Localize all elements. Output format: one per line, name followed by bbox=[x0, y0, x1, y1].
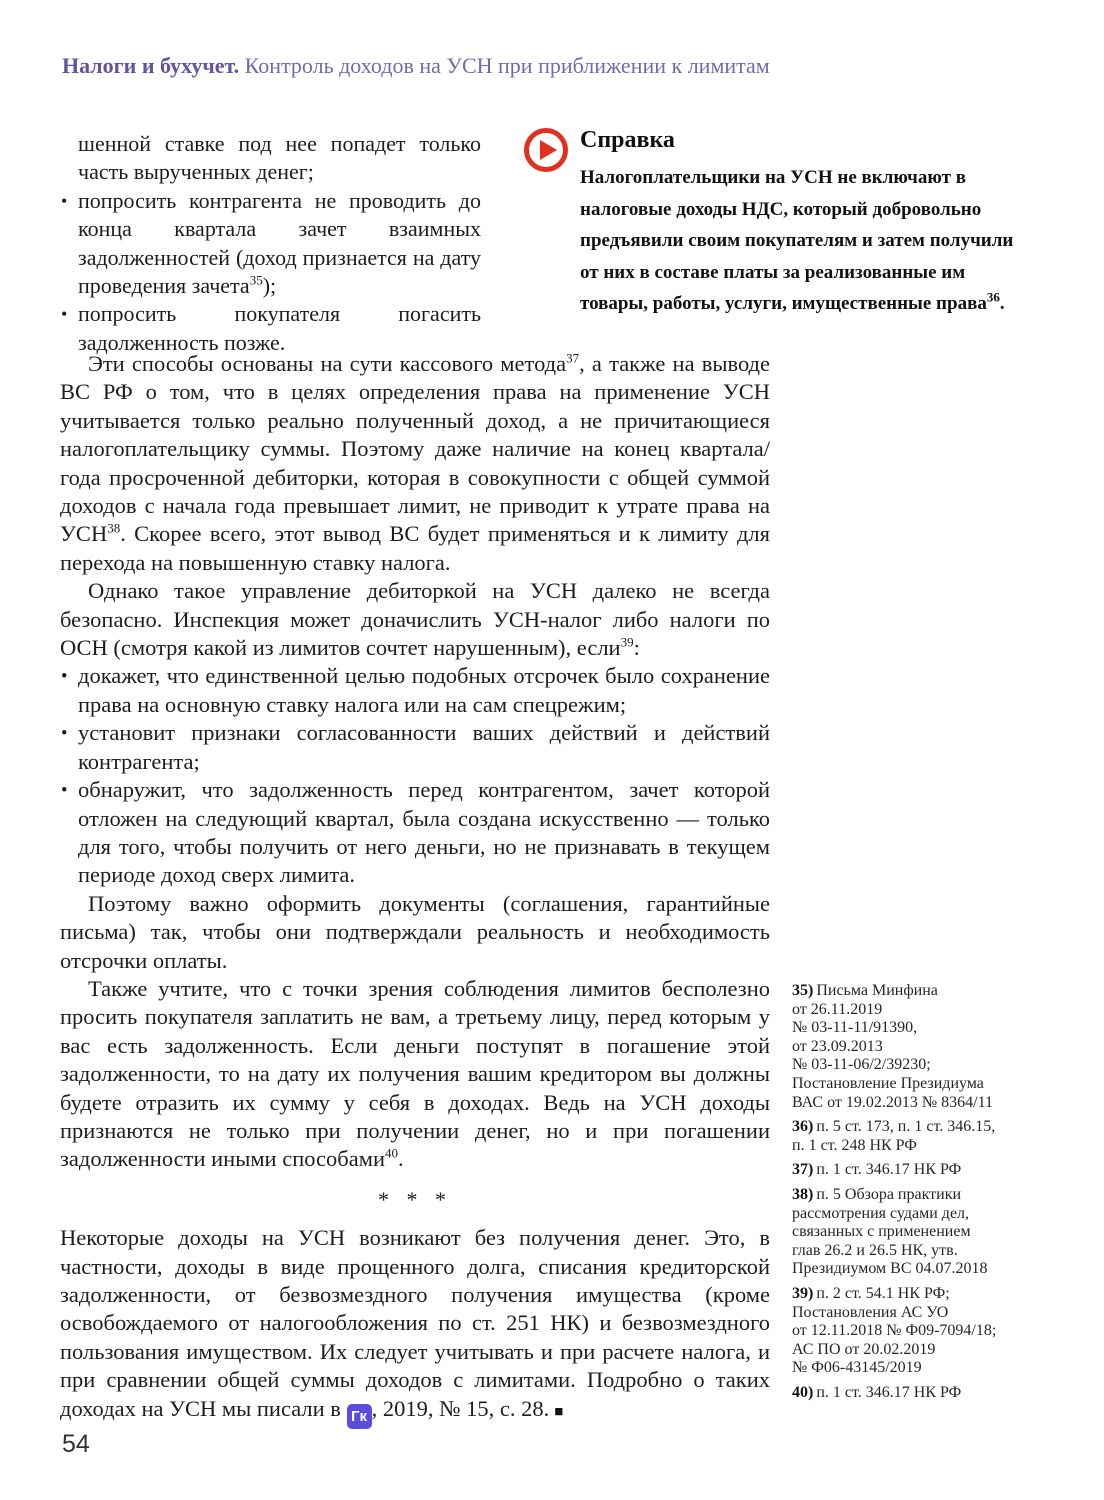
section-separator: * * * bbox=[378, 1186, 452, 1212]
reference-title: Справка bbox=[580, 127, 675, 153]
paragraph: Поэтому важно оформить документы (соглашения, гарантийные письма) так, чтобы они подтверждали реальность и необходимость отсрочки оплаты. bbox=[60, 890, 770, 973]
paragraph: Эти способы основаны на сути кассового метода$^{37}$, а также на выводе ВС РФ о том, что в целях определения права на применение УСН учитывается только реально полученный доход, а не причитающиеся налогоплательщику суммы. Поэтому даже наличие на конец квартала/года просроченной дебиторки, которая в совокупности с общей суммой доходов с начала года превышает лимит, не приводит к утрате права на УСН$^{38}$. Скорее всего, этот вывод ВС будет применяться и к лимиту для перехода на повышенную ставку налога. bbox=[60, 350, 770, 575]
footnote-number: 35) bbox=[792, 982, 814, 999]
footnote-38 bbox=[792, 1186, 1054, 1279]
footnote-text: п. 2 ст. 54.1 НК РФ; Постановления АС УО от 12.11.2018 № Ф09-7094/18; АС ПО от 20.02.2019 № Ф06-43145/2019 bbox=[792, 1284, 997, 1377]
rubric-label: Налоги и бухучет. bbox=[62, 53, 240, 78]
intro-continuation-block bbox=[60, 130, 481, 357]
article-body bbox=[60, 350, 770, 1429]
footnote-text: п. 5 Обзора практики рассмотрения судами дел, связанных с применением глав 26.2 и 26.5 НК, утв. Президиумом ВС 04.07.2018 bbox=[792, 1185, 988, 1278]
footnote-number: 39) bbox=[792, 1284, 814, 1302]
footnote-number: 36) bbox=[792, 1118, 814, 1136]
list-item: • попросить контрагента не проводить до конца квартала зачет взаимных задолженностей (доход признается на дату проведения зачета$^{35}$); bbox=[60, 187, 481, 301]
footnote-ref: 38 bbox=[107, 520, 121, 536]
footnote-ref: 40 bbox=[385, 1145, 399, 1161]
end-of-article-marker: ■ bbox=[554, 1403, 564, 1420]
footnote-number: 37) bbox=[792, 1161, 814, 1179]
footnote-39 bbox=[792, 1285, 1054, 1378]
footnote-ref: 35 bbox=[249, 272, 263, 288]
reference-callout bbox=[524, 126, 1016, 320]
gk-magazine-icon: Гк bbox=[347, 1404, 372, 1429]
paragraph: Также учтите, что с точки зрения соблюдения лимитов бесполезно просить покупателя заплатить не вам, а третьему лицу, перед которым у вас есть задолженность. Если деньги поступят в погашение этой задолженности, то на дату их получения вашим кредитором вы должны будете отразить их сумму у себя в доходах. Ведь на УСН доходы признаются не только при получении денег, но и при погашении задолженности иными способами$^{40}$. bbox=[60, 975, 770, 1172]
footnote-35 bbox=[792, 982, 1054, 1112]
page-header bbox=[62, 52, 1062, 80]
footnote-text: п. 5 ст. 173, п. 1 ст. 346.15, п. 1 ст. 248 НК РФ bbox=[792, 1118, 996, 1154]
list-item: • докажет, что единственной целью подобных отсрочек было сохранение права на основную ставку налога или на сам спецрежим; bbox=[60, 662, 770, 719]
footnote-40 bbox=[792, 1384, 1054, 1403]
list-item: • обнаружит, что задолженность перед контрагентом, зачет которой отложен на следующий квартал, была создана искусственно — только для того, чтобы получить от него деньги, но не признавать в текущем периоде доход сверх лимита. bbox=[60, 776, 770, 890]
footnote-text: Письма Минфина от 26.11.2019 № 03-11-11/91390, от 23.09.2013 № 03-11-06/2/39230; Постановление Президиума ВАС от 19.02.2013 № 8364/11 bbox=[792, 982, 993, 1111]
footnote-number: 38) bbox=[792, 1185, 814, 1203]
list-item: • установит признаки согласованности ваших действий и действий контрагента; bbox=[60, 719, 770, 776]
footnotes-column bbox=[792, 982, 1054, 1408]
reference-body: Налогоплательщики на УСН не включают в налоговые доходы НДС, который добровольно предъявили своим покупателям и затем получили от них в составе платы за реализованные им товары, работы, услуги, имущественные права$^{36}$. bbox=[580, 167, 1014, 314]
play-circle-icon bbox=[524, 128, 568, 172]
paragraph: Некоторые доходы на УСН возникают без получения денег. Это, в частности, доходы в виде прощенного долга, списания кредиторской задолженности, от безвозмездного получения имущества (кроме освобождаемого от налогообложения по ст. 251 НК) и безвозмездного пользования имуществом. Их следует учитывать и при расчете налога, и при сравнении общей суммы доходов с лимитами. Подробно о таких доходах на УСН мы писали в Гк , 2019, № 15, с. 28. ■ bbox=[60, 1224, 770, 1428]
footnote-36 bbox=[792, 1118, 1054, 1155]
footnote-37 bbox=[792, 1161, 1054, 1180]
play-triangle-icon bbox=[540, 140, 557, 160]
article-title: Контроль доходов на УСН при приближении к лимитам bbox=[239, 53, 770, 78]
footnote-ref: 37 bbox=[566, 350, 580, 366]
continuation-text: шенной ставке под нее попадет только часть вырученных денег; bbox=[78, 131, 481, 185]
footnote-text: п. 1 ст. 346.17 НК РФ bbox=[816, 1383, 962, 1401]
paragraph: Однако такое управление дебиторкой на УСН далеко не всегда безопасно. Инспекция может доначислить УСН-налог либо налоги по ОСН (смотря какой из лимитов сочтет нарушенным), если$^{39}$: bbox=[60, 578, 770, 661]
footnote-number: 40) bbox=[792, 1383, 814, 1401]
list-item: • попросить покупателя погасить задолженность позже. bbox=[60, 300, 481, 357]
page-number: 54 bbox=[62, 1430, 90, 1458]
footnote-text: п. 1 ст. 346.17 НК РФ bbox=[816, 1161, 962, 1179]
reference-text-block bbox=[580, 126, 1016, 320]
footnote-ref: 36 bbox=[986, 289, 1000, 305]
footnote-ref: 39 bbox=[620, 634, 634, 650]
